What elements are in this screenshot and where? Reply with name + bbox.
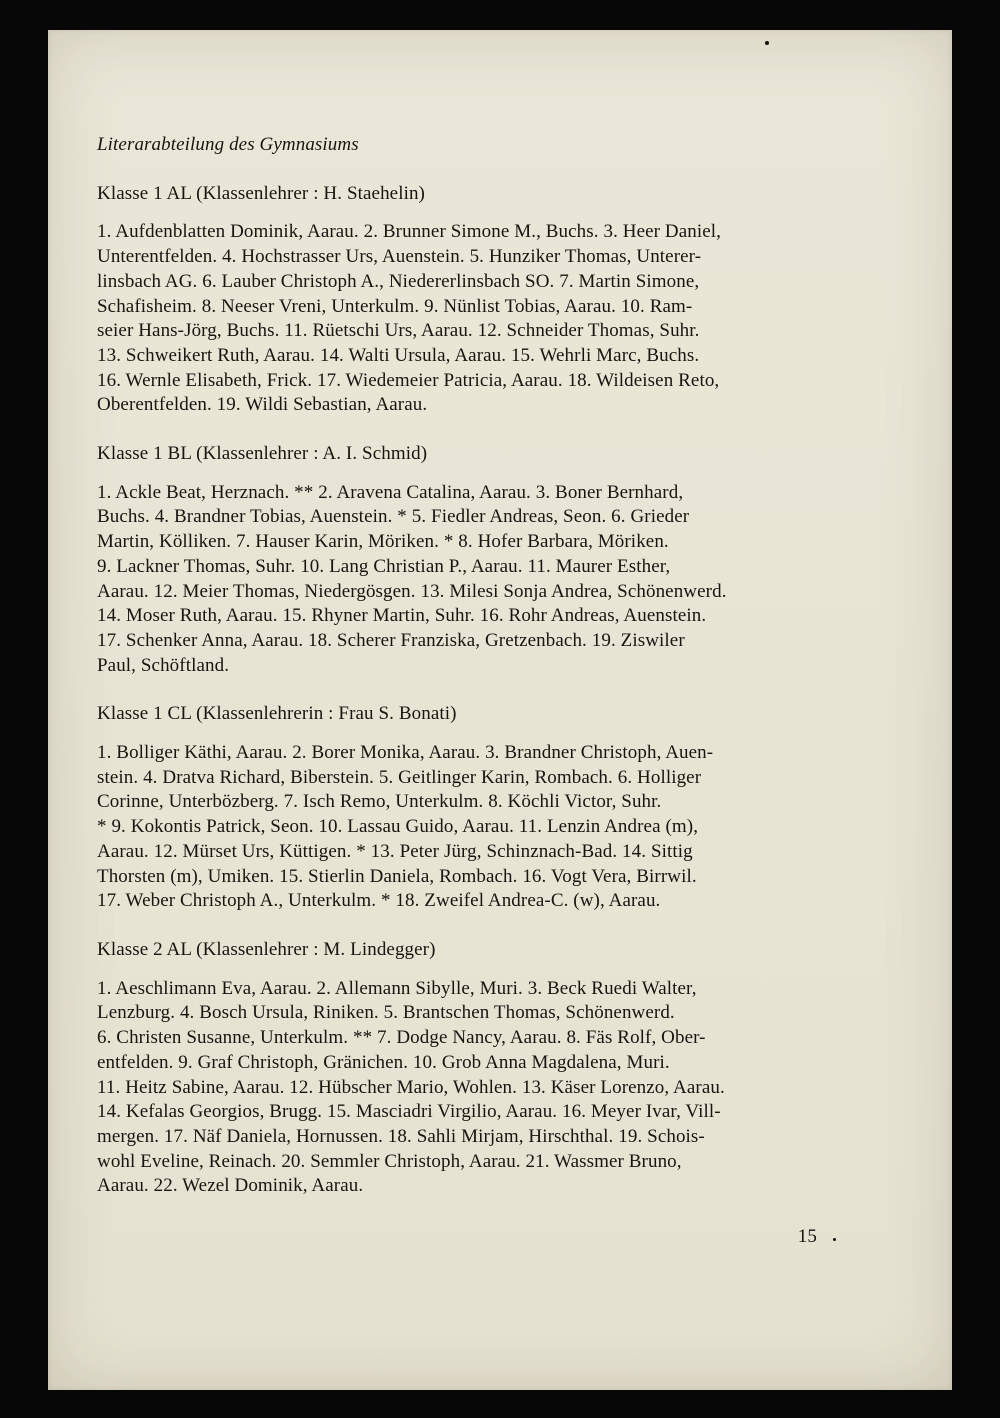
text-line: 13. Schweikert Ruth, Aarau. 14. Walti Ursula, Aarau. 15. Wehrli Marc, Buchs.: [97, 344, 700, 366]
text-line: Unterentfelden. 4. Hochstrasser Urs, Auenstein. 5. Hunziker Thomas, Unterer-: [97, 246, 702, 268]
text-line: 9. Lackner Thomas, Suhr. 10. Lang Christian P., Aarau. 11. Maurer Esther,: [97, 555, 671, 577]
text-line: 1. Bolliger Käthi, Aarau. 2. Borer Monika, Aarau. 3. Brandner Christoph, Auen-: [97, 742, 714, 764]
text-line: linsbach AG. 6. Lauber Christoph A., Niedererlinsbach SO. 7. Martin Simone,: [97, 270, 700, 292]
scan-artifact: [765, 41, 769, 45]
text-line: seier Hans-Jörg, Buchs. 11. Rüetschi Urs, Aarau. 12. Schneider Thomas, Suhr.: [97, 320, 700, 342]
text-line: 1. Aeschlimann Eva, Aarau. 2. Allemann Sibylle, Muri. 3. Beck Ruedi Walter,: [97, 977, 697, 999]
text-line: 14. Moser Ruth, Aarau. 15. Rhyner Martin, Suhr. 16. Rohr Andreas, Auenstein.: [97, 605, 707, 627]
text-line: Oberentfelden. 19. Wildi Sebastian, Aarau.: [97, 394, 428, 416]
text-line: Paul, Schöftland.: [97, 654, 230, 676]
text-line: 14. Kefalas Georgios, Brugg. 15. Masciadri Virgilio, Aarau. 16. Meyer Ivar, Vill-: [97, 1101, 721, 1123]
student-list-paragraph: [97, 741, 912, 914]
text-line: Martin, Kölliken. 7. Hauser Karin, Möriken. * 8. Hofer Barbara, Möriken.: [97, 531, 669, 553]
text-line: Lenzburg. 4. Bosch Ursula, Riniken. 5. Brantschen Thomas, Schönenwerd.: [97, 1002, 675, 1024]
text-line: Buchs. 4. Brandner Tobias, Auenstein. * 5. Fiedler Andreas, Seon. 6. Grieder: [97, 506, 690, 528]
text-line: 11. Heitz Sabine, Aarau. 12. Hübscher Mario, Wohlen. 13. Käser Lorenzo, Aarau.: [97, 1076, 725, 1098]
text-line: 1. Ackle Beat, Herznach. ** 2. Aravena Catalina, Aarau. 3. Boner Bernhard,: [97, 481, 684, 503]
document-page: [48, 30, 952, 1390]
text-line: * 9. Kokontis Patrick, Seon. 10. Lassau Guido, Aarau. 11. Lenzin Andrea (m),: [97, 816, 699, 838]
class-section: [97, 442, 912, 678]
page-number-row: [97, 1225, 912, 1250]
text-line: stein. 4. Dratva Richard, Biberstein. 5. Geitlinger Karin, Rombach. 6. Holliger: [97, 766, 702, 788]
scan-artifact: [833, 1238, 836, 1241]
text-line: wohl Eveline, Reinach. 20. Semmler Christoph, Aarau. 21. Wassmer Bruno,: [97, 1150, 682, 1172]
document-title: Literarabteilung des Gymnasiums: [97, 134, 359, 155]
text-line: entfelden. 9. Graf Christoph, Gränichen. 10. Grob Anna Magdalena, Muri.: [97, 1051, 670, 1073]
text-line: Thorsten (m), Umiken. 15. Stierlin Daniela, Rombach. 16. Vogt Vera, Birrwil.: [97, 865, 697, 887]
page-number: 15: [797, 1226, 817, 1248]
section-heading: Klasse 1 BL (Klassenlehrer : A. I. Schmid): [97, 443, 428, 465]
student-list-paragraph: [97, 481, 912, 679]
text-line: Aarau. 12. Mürset Urs, Küttigen. * 13. Peter Jürg, Schinznach-Bad. 14. Sittig: [97, 840, 693, 862]
section-heading: Klasse 1 AL (Klassenlehrer : H. Staehelin): [97, 182, 425, 204]
student-list-paragraph: [97, 220, 912, 418]
section-heading: Klasse 2 AL (Klassenlehrer : M. Lindegger): [97, 938, 436, 960]
text-line: Corinne, Unterbözberg. 7. Isch Remo, Unterkulm. 8. Köchli Victor, Suhr.: [97, 791, 662, 813]
text-line: Aarau. 12. Meier Thomas, Niedergösgen. 13. Milesi Sonja Andrea, Schönenwerd.: [97, 580, 727, 602]
text-line: 17. Weber Christoph A., Unterkulm. * 18. Zweifel Andrea-C. (w), Aarau.: [97, 890, 661, 912]
text-line: 1. Aufdenblatten Dominik, Aarau. 2. Brunner Simone M., Buchs. 3. Heer Daniel,: [97, 221, 722, 243]
text-line: Aarau. 22. Wezel Dominik, Aarau.: [97, 1175, 364, 1197]
section-heading: Klasse 1 CL (Klassenlehrerin : Frau S. Bonati): [97, 703, 457, 725]
class-section: [97, 182, 912, 418]
text-line: 6. Christen Susanne, Unterkulm. ** 7. Dodge Nancy, Aarau. 8. Fäs Rolf, Ober-: [97, 1027, 706, 1049]
class-section: [97, 702, 912, 914]
text-line: 17. Schenker Anna, Aarau. 18. Scherer Franziska, Gretzenbach. 19. Ziswiler: [97, 629, 685, 651]
sections-container: [97, 182, 912, 1199]
text-line: Schafisheim. 8. Neeser Vreni, Unterkulm. 9. Nünlist Tobias, Aarau. 10. Ram-: [97, 295, 693, 317]
student-list-paragraph: [97, 977, 912, 1199]
class-section: [97, 938, 912, 1199]
text-line: 16. Wernle Elisabeth, Frick. 17. Wiedemeier Patricia, Aarau. 18. Wildeisen Reto,: [97, 369, 720, 391]
text-line: mergen. 17. Näf Daniela, Hornussen. 18. Sahli Mirjam, Hirschthal. 19. Schois-: [97, 1125, 705, 1147]
